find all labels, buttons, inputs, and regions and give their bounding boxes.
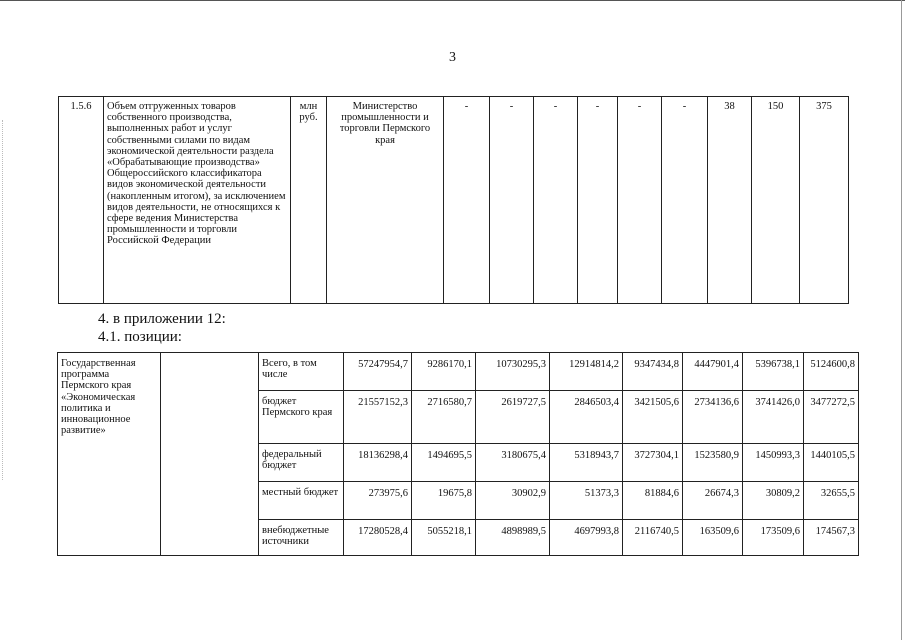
right-scan-edge bbox=[901, 0, 902, 640]
amount-cell: 4447901,4 bbox=[683, 353, 743, 391]
subsection-heading: 4.1. позиции: bbox=[98, 329, 182, 345]
amount-cell: 17280528,4 bbox=[344, 520, 412, 556]
indicator-row bbox=[59, 97, 849, 304]
amount-cell: 5124600,8 bbox=[804, 353, 859, 391]
amount-cell: 26674,3 bbox=[683, 482, 743, 520]
funding-row bbox=[58, 353, 859, 391]
amount-cell: 10730295,3 bbox=[476, 353, 550, 391]
amount-cell: 173509,6 bbox=[743, 520, 804, 556]
amount-cell: 32655,5 bbox=[804, 482, 859, 520]
funding-table bbox=[57, 352, 859, 556]
funding-source: Всего, в том числе bbox=[259, 353, 344, 391]
amount-cell: 2619727,5 bbox=[476, 391, 550, 444]
amount-cell: 2716580,7 bbox=[412, 391, 476, 444]
value-cell: - bbox=[444, 97, 490, 304]
amount-cell: 4697993,8 bbox=[550, 520, 623, 556]
amount-cell: 57247954,7 bbox=[344, 353, 412, 391]
amount-cell: 174567,3 bbox=[804, 520, 859, 556]
value-cell: - bbox=[662, 97, 708, 304]
top-border-line bbox=[0, 0, 905, 1]
amount-cell: 4898989,5 bbox=[476, 520, 550, 556]
left-margin-mark bbox=[2, 120, 3, 480]
amount-cell: 18136298,4 bbox=[344, 444, 412, 482]
amount-cell: 5396738,1 bbox=[743, 353, 804, 391]
amount-cell: 2116740,5 bbox=[623, 520, 683, 556]
page-number: 3 bbox=[449, 50, 456, 65]
amount-cell: 273975,6 bbox=[344, 482, 412, 520]
amount-cell: 12914814,2 bbox=[550, 353, 623, 391]
amount-cell: 3421505,6 bbox=[623, 391, 683, 444]
funding-source: федеральный бюджет bbox=[259, 444, 344, 482]
funding-source: местный бюджет bbox=[259, 482, 344, 520]
unit-cell: млн руб. bbox=[291, 97, 327, 304]
funding-source: внебюджетные источники bbox=[259, 520, 344, 556]
section-heading: 4. в приложении 12: bbox=[98, 311, 226, 327]
amount-cell: 3180675,4 bbox=[476, 444, 550, 482]
amount-cell: 5318943,7 bbox=[550, 444, 623, 482]
amount-cell: 3727304,1 bbox=[623, 444, 683, 482]
amount-cell: 81884,6 bbox=[623, 482, 683, 520]
amount-cell: 2734136,6 bbox=[683, 391, 743, 444]
empty-cell bbox=[161, 353, 259, 556]
amount-cell: 21557152,3 bbox=[344, 391, 412, 444]
amount-cell: 9347434,8 bbox=[623, 353, 683, 391]
amount-cell: 30902,9 bbox=[476, 482, 550, 520]
value-cell: - bbox=[578, 97, 618, 304]
amount-cell: 5055218,1 bbox=[412, 520, 476, 556]
value-cell: 150 bbox=[752, 97, 800, 304]
amount-cell: 1440105,5 bbox=[804, 444, 859, 482]
amount-cell: 9286170,1 bbox=[412, 353, 476, 391]
amount-cell: 51373,3 bbox=[550, 482, 623, 520]
program-name: Государственная программа Пермского края «Экономическая политика и инновационное развитие» bbox=[58, 353, 161, 556]
value-cell: - bbox=[490, 97, 534, 304]
amount-cell: 2846503,4 bbox=[550, 391, 623, 444]
value-cell: - bbox=[534, 97, 578, 304]
amount-cell: 3477272,5 bbox=[804, 391, 859, 444]
row-number: 1.5.6 bbox=[59, 97, 104, 304]
amount-cell: 3741426,0 bbox=[743, 391, 804, 444]
amount-cell: 19675,8 bbox=[412, 482, 476, 520]
funding-source: бюджет Пермского края bbox=[259, 391, 344, 444]
amount-cell: 1494695,5 bbox=[412, 444, 476, 482]
value-cell: 38 bbox=[708, 97, 752, 304]
responsible-org: Министерство промышленности и торговли Пермского края bbox=[327, 97, 444, 304]
indicator-name: Объем отгруженных товаров собственного производства, выполненных работ и услуг собственными силами по видам экономической деятельности раздела «Обрабатывающие производства» Общероссийского классификатора видов экономической деятельности (накопленным итогом), за исключением видов деятельности, не относящихся к сфере ведения Министерства промышленности и торговли Российской Федерации bbox=[104, 97, 291, 304]
amount-cell: 163509,6 bbox=[683, 520, 743, 556]
amount-cell: 30809,2 bbox=[743, 482, 804, 520]
value-cell: - bbox=[618, 97, 662, 304]
amount-cell: 1450993,3 bbox=[743, 444, 804, 482]
amount-cell: 1523580,9 bbox=[683, 444, 743, 482]
value-cell: 375 bbox=[800, 97, 849, 304]
indicator-table bbox=[58, 96, 849, 304]
